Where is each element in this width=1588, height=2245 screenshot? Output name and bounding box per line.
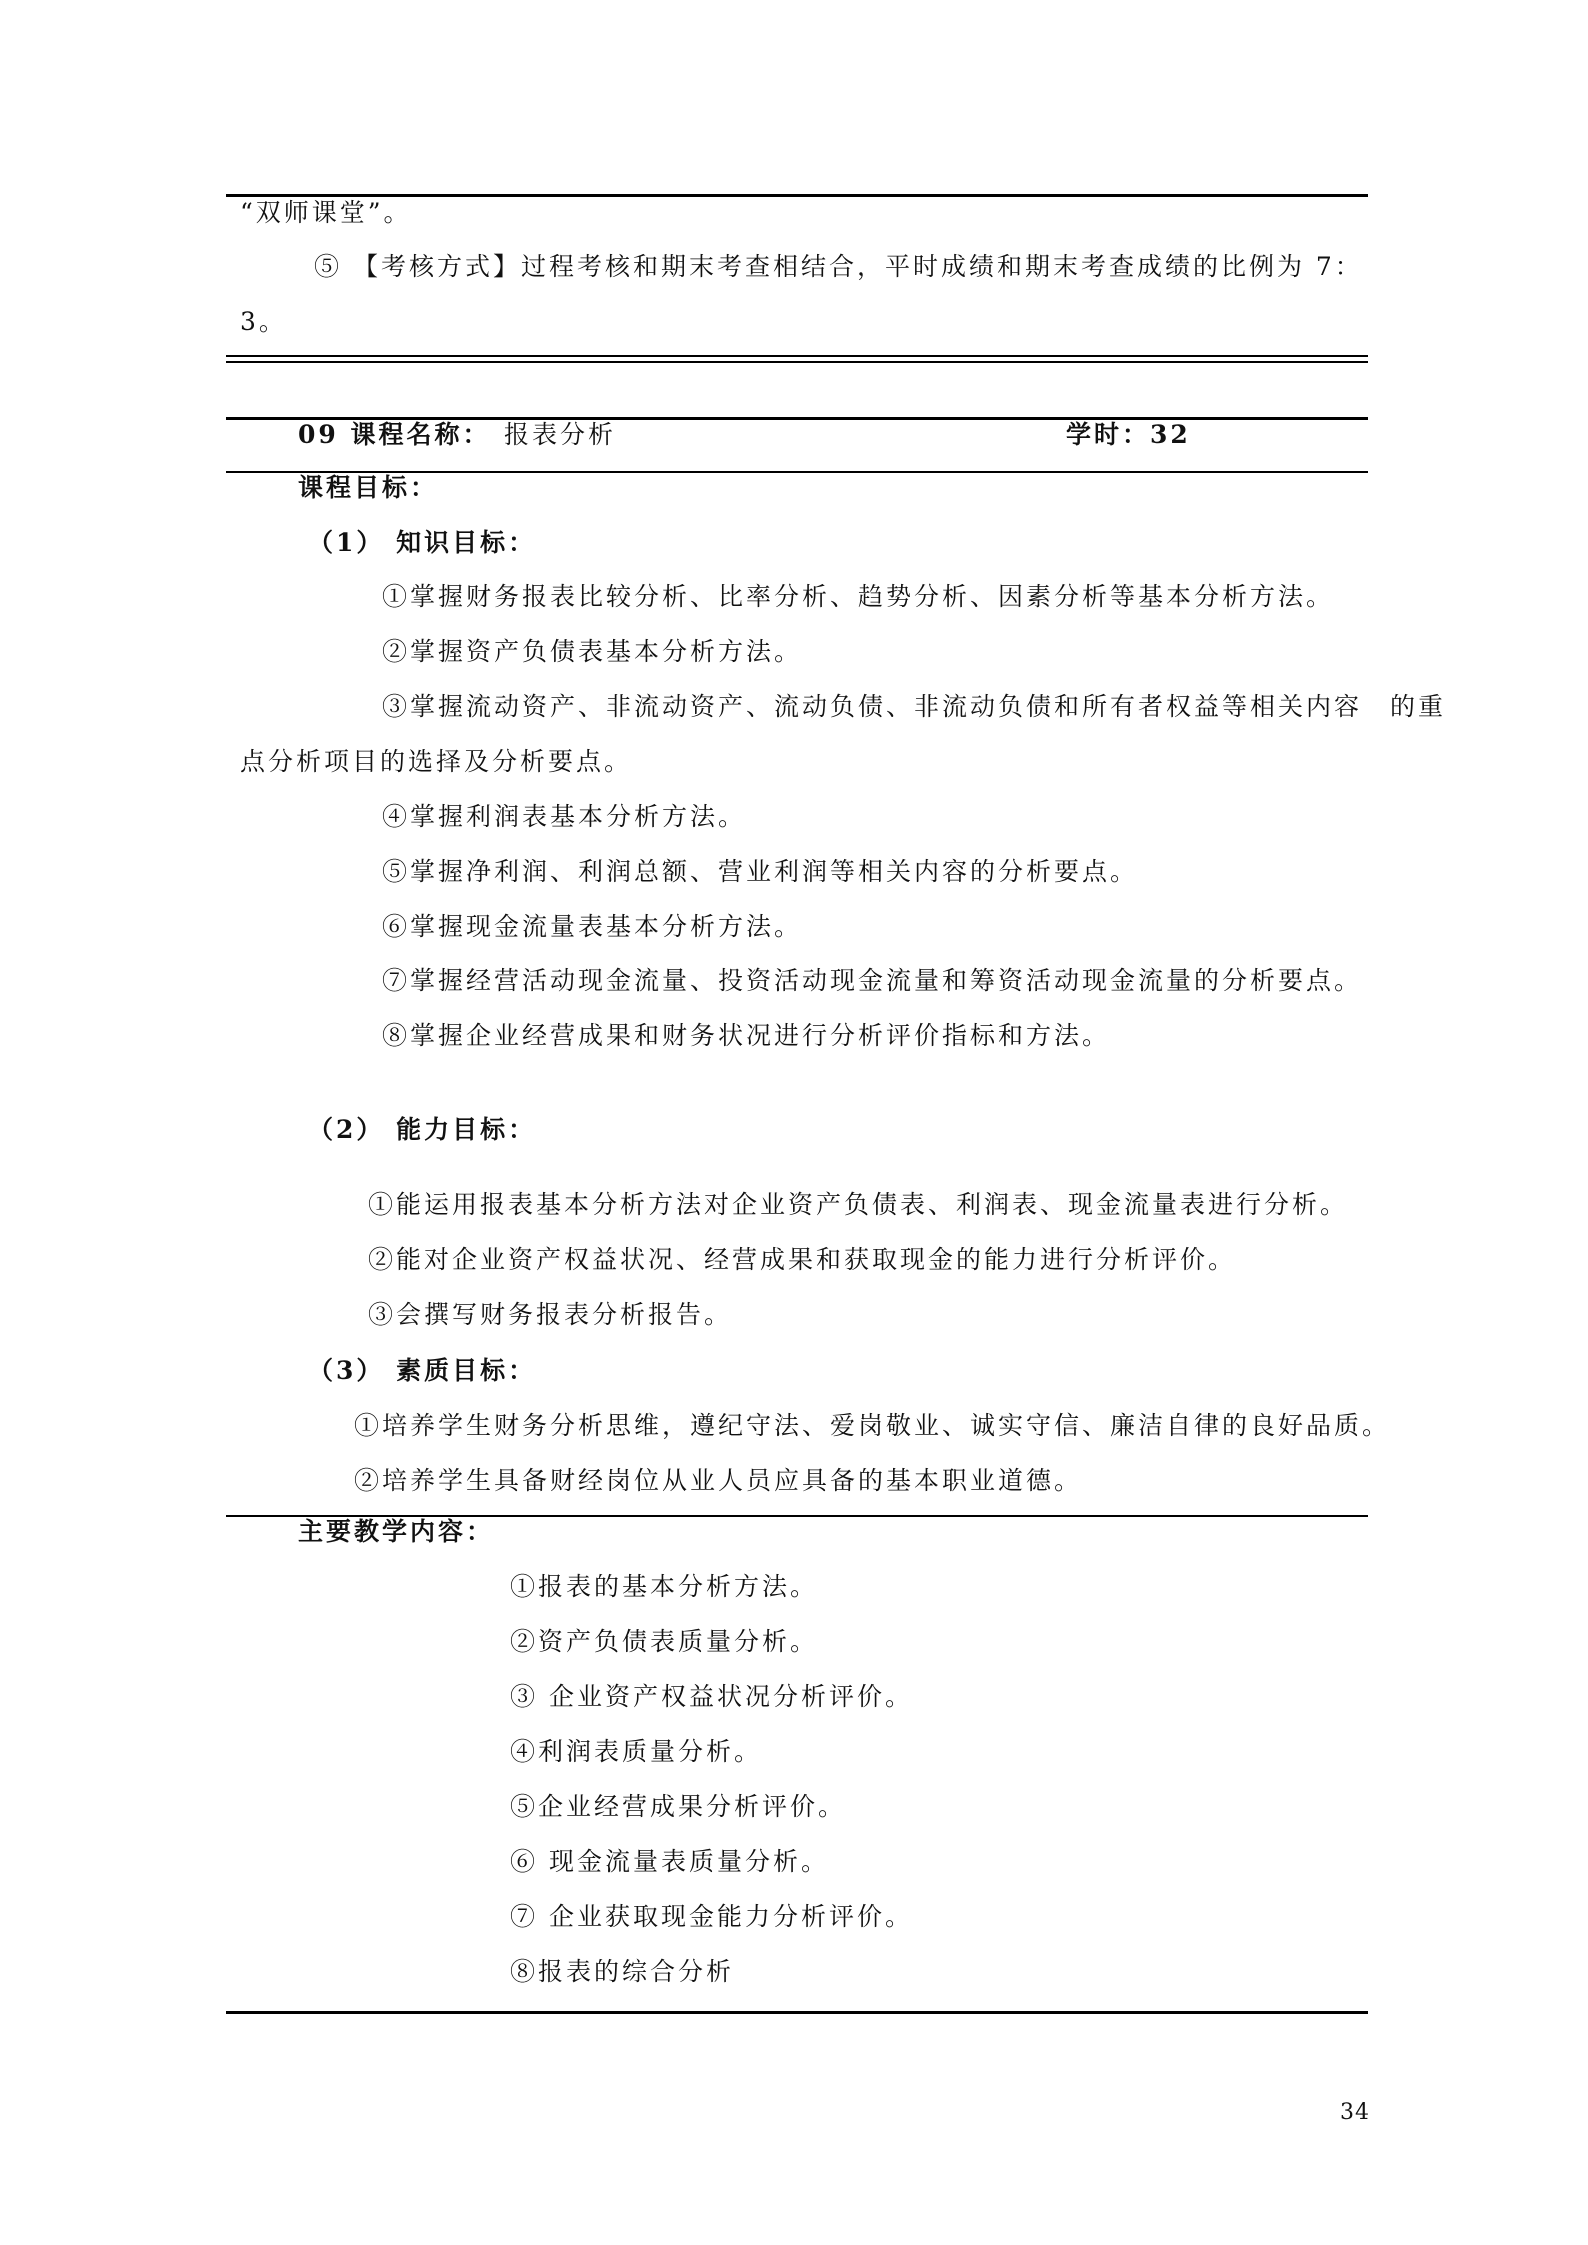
list-item: ⑧掌握企业经营成果和财务状况进行分析评价指标和方法。 <box>382 1021 1111 1050</box>
list-item: ③ 企业资产权益状况分析评价。 <box>510 1682 913 1711</box>
list-item: ①报表的基本分析方法。 <box>510 1572 819 1601</box>
list-item: ⑤掌握净利润、利润总额、营业利润等相关内容的分析要点。 <box>382 857 1139 886</box>
list-item: ⑤企业经营成果分析评价。 <box>510 1792 847 1821</box>
list-item: ③会撰写财务报表分析报告。 <box>368 1300 733 1329</box>
content-title: 主要教学内容： <box>298 1517 495 1546</box>
table-rule <box>226 361 1368 363</box>
course-name-label: 09 课程名称： <box>298 420 491 449</box>
table-rule-bottom <box>226 2011 1368 2014</box>
list-item: ②能对企业资产权益状况、经营成果和获取现金的能力进行分析评价。 <box>368 1245 1237 1274</box>
course-hours: 学时：32 <box>1066 420 1191 449</box>
quality-title: （3） 素质目标： <box>308 1356 537 1385</box>
list-item: ②资产负债表质量分析。 <box>510 1627 819 1656</box>
ability-title: （2） 能力目标： <box>308 1115 537 1144</box>
list-item: ②培养学生具备财经岗位从业人员应具备的基本职业道德。 <box>354 1466 1083 1495</box>
list-item: ③掌握流动资产、非流动资产、流动负债、非流动负债和所有者权益等相关内容 的重 <box>382 692 1447 721</box>
list-item: ⑥ 现金流量表质量分析。 <box>510 1847 829 1876</box>
list-item: ⑧报表的综合分析 <box>510 1957 735 1986</box>
assessment-line: ⑤ 【考核方式】过程考核和期末考查相结合，平时成绩和期末考查成绩的比例为 7： <box>314 252 1363 281</box>
list-item: ④掌握利润表基本分析方法。 <box>382 802 747 831</box>
list-item: ①能运用报表基本分析方法对企业资产负债表、利润表、现金流量表进行分析。 <box>368 1190 1349 1219</box>
knowledge-title: （1） 知识目标： <box>308 528 537 557</box>
page-number: 34 <box>1340 2100 1370 2125</box>
course-name-value: 报表分析 <box>504 420 617 449</box>
list-item: ②掌握资产负债表基本分析方法。 <box>382 637 803 666</box>
text-line: 3。 <box>240 307 287 336</box>
list-item: ①掌握财务报表比较分析、比率分析、趋势分析、因素分析等基本分析方法。 <box>382 582 1335 611</box>
text-line: “双师课堂”。 <box>240 198 412 227</box>
list-item: ⑦ 企业获取现金能力分析评价。 <box>510 1902 913 1931</box>
list-item: ⑥掌握现金流量表基本分析方法。 <box>382 912 803 941</box>
list-item: ①培养学生财务分析思维，遵纪守法、爱岗敬业、诚实守信、廉洁自律的良好品质。 <box>354 1411 1391 1440</box>
list-item: ⑦掌握经营活动现金流量、投资活动现金流量和筹资活动现金流量的分析要点。 <box>382 966 1363 995</box>
objectives-title: 课程目标： <box>298 473 439 502</box>
list-item: ④利润表质量分析。 <box>510 1737 763 1766</box>
table-rule <box>226 355 1368 357</box>
list-item: 点分析项目的选择及分析要点。 <box>240 747 633 776</box>
